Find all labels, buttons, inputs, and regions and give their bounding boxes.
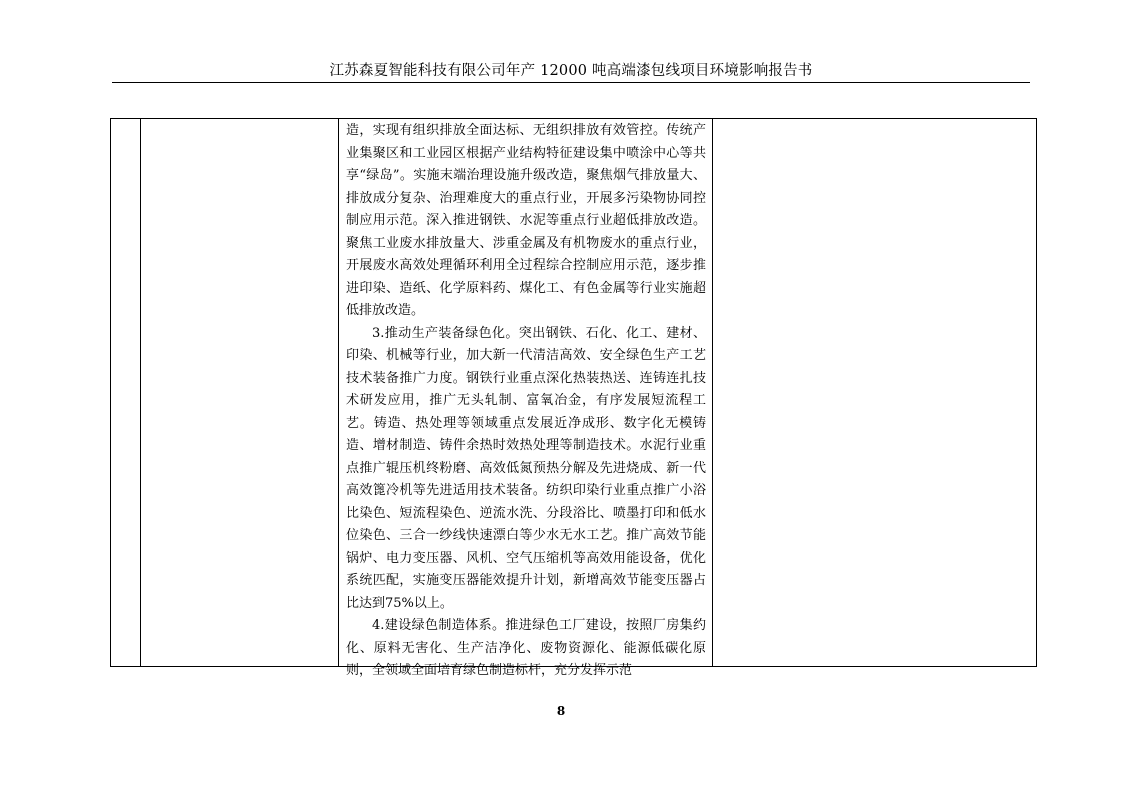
table-cell-category <box>141 119 339 667</box>
page-number: 8 <box>556 704 566 718</box>
table-row <box>111 119 1037 667</box>
policy-text-block <box>339 119 712 678</box>
paragraph: 4.建设绿色制造体系。推进绿色工厂建设，按照厂房集约化、原料无害化、生产洁净化、废物资源化、能源低碳化原则，全领域全面培育绿色制造标杆，充分发挥示范 <box>346 618 706 678</box>
page-header-title: 江苏森夏智能科技有限公司年产 12000 吨高端漆包线项目环境影响报告书 <box>329 63 813 79</box>
table-cell-analysis <box>713 119 1037 667</box>
table-cell-policy-text <box>339 119 713 678</box>
content-table <box>110 118 1037 678</box>
paragraph: 造，实现有组织排放全面达标、无组织排放有效管控。传统产业集聚区和工业园区根据产业结构特征建设集中喷涂中心等共享“绿岛”。实施末端治理设施升级改造，聚焦烟气排放量大、排放成分复杂、治理难度大的重点行业，开展多污染物协同控制应用示范。深入推进钢铁、水泥等重点行业超低排放改造。聚焦工业废水排放量大、涉重金属及有机物废水的重点行业，开展废水高效处理循环利用全过程综合控制应用示范，逐步推进印染、造纸、化学原料药、煤化工、有色金属等行业实施超低排放改造。 <box>346 123 706 318</box>
header-divider <box>112 82 1030 83</box>
paragraph: 3.推动生产装备绿色化。突出钢铁、石化、化工、建材、印染、机械等行业，加大新一代清洁高效、安全绿色生产工艺技术装备推广力度。钢铁行业重点深化热装热送、连铸连扎技术研发应用，推广无头轧制、富氧冶金，有序发展短流程工艺。铸造、热处理等领域重点发展近净成形、数字化无模铸造、增材制造、铸件余热时效热处理等制造技术。水泥行业重点推广辊压机终粉磨、高效低氮预热分解及先进烧成、新一代高效篦冷机等先进适用技术装备。纺织印染行业重点推广小浴比染色、短流程染色、逆流水洗、分段浴比、喷墨打印和低水位染色、三合一纱线快速漂白等少水无水工艺。推广高效节能锅炉、电力变压器、风机、空气压缩机等高效用能设备，优化系统匹配，实施变压器能效提升计划，新增高效节能变压器占比达到75%以上。 <box>346 325 706 611</box>
table-cell-index <box>111 119 141 667</box>
